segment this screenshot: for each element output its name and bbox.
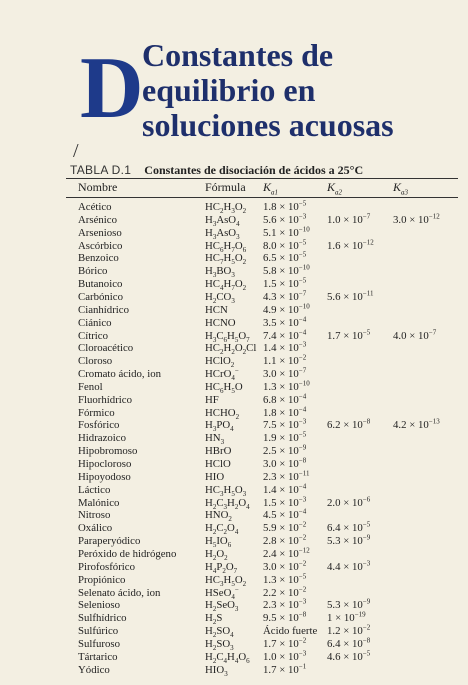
ka1-value: $2.3 \times 10^{-11}$ xyxy=(263,469,310,483)
acid-name: Fluorhídrico xyxy=(78,393,132,406)
ka1-value: $5.1 \times 10^{-10}$ xyxy=(263,225,310,239)
acid-formula: $H_2C_3H_2O_4$ xyxy=(205,496,250,511)
ka1-value: $3.0 \times 10^{-2}$ xyxy=(263,559,307,573)
acid-formula: HIO xyxy=(205,470,225,483)
acid-name: Sulfúrico xyxy=(78,625,119,638)
ka1-value: $1.8 \times 10^{-5}$ xyxy=(263,199,307,213)
acid-name: Fenol xyxy=(78,380,103,393)
acid-name: Cromato ácido, ion xyxy=(78,368,162,381)
acid-name: Hidrazoico xyxy=(78,432,126,445)
ka1-value: $1.4 \times 10^{-4}$ xyxy=(263,482,307,496)
table-header-rule xyxy=(66,197,458,198)
acid-formula: $HC_6H_7O_6$ xyxy=(205,239,247,254)
ka1-value: $5.9 \times 10^{-2}$ xyxy=(263,520,307,535)
ka1-value: $4.9 \times 10^{-10}$ xyxy=(263,302,310,316)
ka2-value: $5.3 \times 10^{-9}$ xyxy=(327,533,371,548)
ka2-value: $6.4 \times 10^{-5}$ xyxy=(327,520,371,535)
ka1-value: $1.0 \times 10^{-3}$ xyxy=(263,649,307,663)
acid-name: Ascórbico xyxy=(78,239,123,252)
ka1-value: $1.7 \times 10^{-1}$ xyxy=(263,662,307,676)
ka1-value: $5.8 \times 10^{-10}$ xyxy=(263,263,310,278)
acid-formula: $H_2CO_3$ xyxy=(205,290,235,306)
acid-name: Propiónico xyxy=(78,573,126,586)
ka1-value: $3.5 \times 10^{-4}$ xyxy=(263,315,307,329)
acid-formula: $H_2S$ xyxy=(205,612,223,627)
ka3-value: $4.2 \times 10^{-13}$ xyxy=(393,417,440,432)
ka1-value: $1.9 \times 10^{-5}$ xyxy=(263,430,307,445)
ka1-value: $2.5 \times 10^{-9}$ xyxy=(263,443,307,458)
acid-name: Acético xyxy=(78,201,112,213)
ka2-value: $5.3 \times 10^{-9}$ xyxy=(327,597,371,612)
acid-name: Oxálico xyxy=(78,522,113,535)
appendix-letter: D xyxy=(80,40,144,137)
acid-name: Hipocloroso xyxy=(78,458,132,470)
acid-name: Carbónico xyxy=(78,290,123,303)
header-ka2: $K_{a2}$ xyxy=(327,180,343,197)
acid-formula: $H_5IO_6$ xyxy=(205,535,232,550)
header-ka1: $K_{a1}$ xyxy=(263,180,279,197)
ka2-value: $1.6 \times 10^{-12}$ xyxy=(327,237,374,252)
acid-formula: HClO$_2$ xyxy=(205,355,235,370)
acid-formula: $HC_3H_5O_2$ xyxy=(205,573,247,588)
ka1-value: $9.5 \times 10^{-8}$ xyxy=(263,610,307,625)
ka1-value: $1.7 \times 10^{-2}$ xyxy=(263,636,307,650)
acid-formula: $HIO_3$ xyxy=(205,663,228,678)
table-top-rule xyxy=(66,178,458,179)
acid-formula: $H_3PO_4$ xyxy=(205,419,234,434)
acid-formula: HCrO$_4$− xyxy=(205,366,239,383)
ka2-value: $1 \times 10^{-19}$ xyxy=(327,610,366,625)
ka1-value: $1.4 \times 10^{-3}$ xyxy=(263,340,307,355)
acid-formula: $H_2SO_4$ xyxy=(205,625,234,640)
header-formula: Fórmula xyxy=(205,180,246,194)
ka2-value: $1.0 \times 10^{-7}$ xyxy=(327,212,371,226)
ka1-value: $5.6 \times 10^{-3}$ xyxy=(263,212,307,226)
acid-formula: HCN xyxy=(205,303,228,316)
ka1-value: $3.0 \times 10^{-7}$ xyxy=(263,366,307,381)
ka2-value: $1.7 \times 10^{-5}$ xyxy=(327,327,371,342)
ka3-value: $3.0 \times 10^{-12}$ xyxy=(393,212,440,226)
ka1-value: $1.5 \times 10^{-5}$ xyxy=(263,276,307,291)
ka1-value: $4.5 \times 10^{-4}$ xyxy=(263,507,307,522)
ka2-value: $6.4 \times 10^{-8}$ xyxy=(327,636,371,650)
acid-name: Pirofosfórico xyxy=(78,560,135,573)
acid-name: Ciánico xyxy=(78,316,112,329)
acid-name: Benzoico xyxy=(78,252,119,265)
ka1-value: $2.2 \times 10^{-2}$ xyxy=(263,584,307,599)
acid-formula: $H_2O_2$ xyxy=(205,547,228,563)
ka1-value: $3.0 \times 10^{-8}$ xyxy=(263,456,307,470)
acid-formula: HCNO xyxy=(205,316,236,329)
ka1-value: $1.1 \times 10^{-2}$ xyxy=(263,353,307,368)
ka1-value: $2.4 \times 10^{-12}$ xyxy=(263,546,310,560)
acid-formula: $HC_4H_7O_2$ xyxy=(205,278,247,293)
decorative-slash-mark: / xyxy=(73,140,79,162)
ka2-value: $6.2 \times 10^{-8}$ xyxy=(327,417,371,432)
acid-name: Yódico xyxy=(78,663,110,676)
acid-formula: $H_2C_2O_4$ xyxy=(205,522,239,537)
acid-formula: HBrO xyxy=(205,445,232,458)
ka1-value: $4.3 \times 10^{-7}$ xyxy=(263,289,307,303)
acid-name: Cítrico xyxy=(78,329,108,342)
ka1-value: $1.3 \times 10^{-5}$ xyxy=(263,572,307,586)
ka1-value: $6.5 \times 10^{-5}$ xyxy=(263,250,307,265)
acid-formula: $H_3AsO_4$ xyxy=(205,213,240,228)
ka1-value: $7.5 \times 10^{-3}$ xyxy=(263,417,307,432)
acid-name: Fosfórico xyxy=(78,419,120,432)
ka3-value: $4.0 \times 10^{-7}$ xyxy=(393,327,437,342)
ka1-value: $6.8 \times 10^{-4}$ xyxy=(263,392,307,406)
acid-name: Selenioso xyxy=(78,599,120,612)
acid-name: Cianhídrico xyxy=(78,303,129,316)
acid-name: Cloroacético xyxy=(78,342,134,355)
acid-name: Arsénico xyxy=(78,213,117,226)
header-name: Nombre xyxy=(78,180,118,194)
acid-name: Hipobromoso xyxy=(78,445,138,458)
acid-formula: $H_4P_2O_7$ xyxy=(205,560,238,575)
acid-name: Láctico xyxy=(78,483,111,496)
chapter-title xyxy=(142,38,462,143)
ka1-value: $8.0 \times 10^{-5}$ xyxy=(263,237,307,252)
ka2-value: $4.6 \times 10^{-5}$ xyxy=(327,649,371,663)
acid-formula: $H_2SO_3$ xyxy=(205,637,234,653)
acid-formula: $H_3BO_3$ xyxy=(205,265,235,280)
acid-formula: $HC_3H_5O_3$ xyxy=(205,483,247,498)
acid-formula: $HC_6H_5O$ xyxy=(205,380,243,396)
acid-name: Arsenioso xyxy=(78,226,122,239)
ka1-value: $7.4 \times 10^{-4}$ xyxy=(263,327,307,342)
acid-name: Hipoyodoso xyxy=(78,470,131,483)
acid-formula: $HNO_2$ xyxy=(205,509,232,524)
chapter-title-line: equilibrio en xyxy=(142,72,316,108)
acid-formula: $H_2C_4H_4O_6$ xyxy=(205,650,250,665)
acid-formula: $H_3AsO_3$ xyxy=(205,226,240,241)
acid-name: Peróxido de hidrógeno xyxy=(78,547,177,560)
acid-name: Bórico xyxy=(78,265,108,278)
ka1-value: $1.8 \times 10^{-4}$ xyxy=(263,405,307,419)
ka2-value: $1.2 \times 10^{-2}$ xyxy=(327,623,371,638)
acid-name: Cloroso xyxy=(78,355,113,368)
acid-formula: $HC_2H_3O_2$ xyxy=(205,201,247,216)
header-ka3: $K_{a3}$ xyxy=(393,180,409,197)
ka1-value: $1.5 \times 10^{-3}$ xyxy=(263,494,307,509)
acid-formula: $HC_2H_2O_2Cl$ xyxy=(205,342,257,357)
chapter-title-line: Constantes de xyxy=(142,37,334,73)
acid-name: Paraperyódico xyxy=(78,535,141,548)
acid-formula: $HN_3$ xyxy=(205,432,225,447)
ka1-value: $2.3 \times 10^{-3}$ xyxy=(263,597,307,612)
acid-formula: $HCHO_2$ xyxy=(205,406,240,421)
table-caption xyxy=(70,163,363,178)
acid-formula: HSeO$_4$− xyxy=(205,584,239,601)
acid-formula: HClO xyxy=(205,458,231,470)
ka2-value: $5.6 \times 10^{-11}$ xyxy=(327,289,374,303)
acid-formula: $HC_7H_5O_2$ xyxy=(205,252,247,267)
acid-formula: HF xyxy=(205,393,219,406)
acid-name: Malónico xyxy=(78,496,120,509)
acid-formula: $H_3C_6H_5O_7$ xyxy=(205,329,250,344)
acid-name: Sulfhídrico xyxy=(78,612,127,625)
ka2-value: $4.4 \times 10^{-3}$ xyxy=(327,559,371,573)
table-title: Constantes de disociación de ácidos a 25°C xyxy=(144,163,364,177)
ka2-value: $2.0 \times 10^{-6}$ xyxy=(327,494,371,509)
acid-formula: $H_2SeO_3$ xyxy=(205,599,239,614)
acid-name: Sulfuroso xyxy=(78,637,120,650)
acid-name: Butanoico xyxy=(78,278,123,291)
acid-name: Nitroso xyxy=(78,509,111,522)
ka1-value: $1.3 \times 10^{-10}$ xyxy=(263,379,310,393)
ka1-value: $2.8 \times 10^{-2}$ xyxy=(263,533,307,548)
chapter-title-line: soluciones acuosas xyxy=(142,107,394,143)
acid-name: Fórmico xyxy=(78,406,115,419)
acid-name: Selenato ácido, ion xyxy=(78,586,161,599)
ka1-value: Ácido fuerte xyxy=(263,625,318,638)
table-label: TABLA D.1 xyxy=(70,163,132,177)
acid-name: Tártarico xyxy=(78,650,118,663)
